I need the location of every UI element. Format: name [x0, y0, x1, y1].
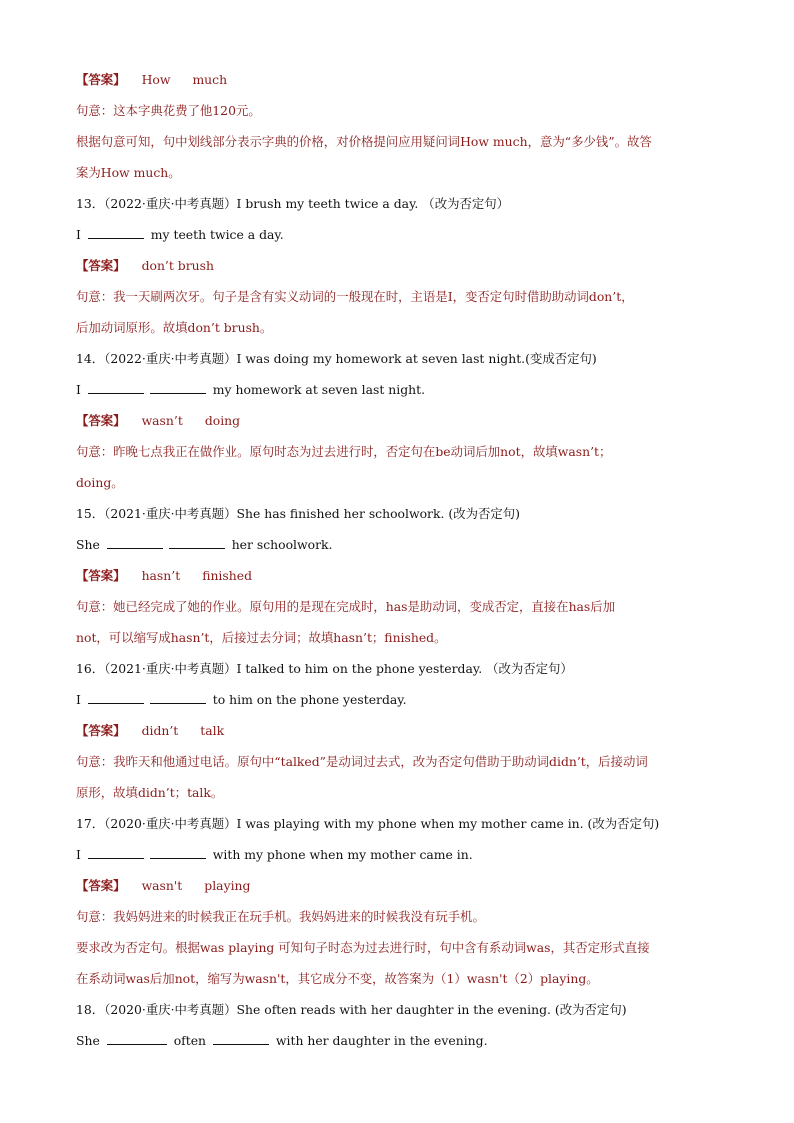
sentence-end: her schoolwork. — [227, 537, 333, 552]
answer-text: wasn't — [141, 878, 183, 893]
answer-line — [76, 250, 720, 281]
explanation-line — [76, 622, 720, 653]
answer-text: doing — [204, 413, 241, 428]
explanation-text: 句意：我一天刷两次牙。句子是含有实义动词的一般现在时，主语是I，变否定句时借助助动词don’t， — [76, 289, 634, 304]
sentence-end: my teeth twice a day. — [146, 227, 284, 242]
explanation-line — [76, 95, 720, 126]
answer-line — [76, 560, 720, 591]
explanation-text: 后加动词原形。故填don’t brush。 — [76, 320, 273, 335]
question-text: 13．（2022·重庆·中考真题）I brush my teeth twice a day. （改为否定句） — [76, 196, 510, 211]
answer-blank — [88, 693, 144, 704]
sentence-end: with my phone when my mother came in. — [208, 847, 473, 862]
answer-tag: 【答案】 — [76, 723, 126, 738]
sentence-start: I — [76, 847, 85, 862]
answer-line — [76, 870, 720, 901]
answer-text: wasn’t — [141, 413, 183, 428]
question-line — [76, 188, 720, 219]
answer-tag: 【答案】 — [76, 413, 126, 428]
answer-line — [76, 405, 720, 436]
sentence-start: She — [76, 1033, 104, 1048]
explanation-text: 句意：这本字典花费了他120元。 — [76, 103, 261, 118]
fill-in-line — [76, 219, 720, 250]
answer-line — [76, 715, 720, 746]
answer-text: finished — [202, 568, 252, 583]
sentence-middle: often — [169, 1033, 210, 1048]
sentence-start: I — [76, 382, 85, 397]
answer-blank — [213, 1034, 269, 1045]
sentence-end: my homework at seven last night. — [208, 382, 426, 397]
question-text: 17．（2020·重庆·中考真题）I was playing with my phone when my mother came in. (改为否定句) — [76, 816, 660, 831]
answer-text: don’t brush — [141, 258, 214, 273]
question-text: 14．（2022·重庆·中考真题）I was doing my homework at seven last night.(变成否定句) — [76, 351, 597, 366]
explanation-line — [76, 157, 720, 188]
answer-blank — [150, 383, 206, 394]
answer-blank — [169, 538, 225, 549]
sentence-start: I — [76, 227, 85, 242]
explanation-text: 句意：我妈妈进来的时候我正在玩手机。我妈妈进来的时候我没有玩手机。 — [76, 909, 485, 924]
question-line — [76, 994, 720, 1025]
sentence-start: I — [76, 692, 85, 707]
fill-in-line — [76, 529, 720, 560]
explanation-text: 案为How much。 — [76, 165, 181, 180]
explanation-text: 根据句意可知，句中划线部分表示字典的价格，对价格提问应用疑问词How much，意为“多少钱”。故答 — [76, 134, 652, 149]
explanation-text: 要求改为否定句。根据was playing 可知句子时态为过去进行时，句中含有系动词was，其否定形式直接 — [76, 940, 650, 955]
answer-blank — [150, 848, 206, 859]
explanation-line — [76, 467, 720, 498]
answer-blank — [88, 848, 144, 859]
answer-blank — [107, 1034, 167, 1045]
answer-text: How — [141, 72, 171, 87]
question-line — [76, 808, 720, 839]
document-body — [76, 64, 720, 1056]
explanation-text: not，可以缩写成hasn’t，后接过去分词；故填hasn’t；finished。 — [76, 630, 447, 645]
explanation-line — [76, 312, 720, 343]
explanation-line — [76, 901, 720, 932]
question-text: 16．（2021·重庆·中考真题）I talked to him on the phone yesterday. （改为否定句） — [76, 661, 573, 676]
explanation-text: 原形，故填didn’t；talk。 — [76, 785, 224, 800]
explanation-text: 句意：昨晚七点我正在做作业。原句时态为过去进行时，否定句在be动词后加not，故填wasn’t； — [76, 444, 612, 459]
answer-tag: 【答案】 — [76, 878, 126, 893]
question-line — [76, 343, 720, 374]
answer-tag: 【答案】 — [76, 568, 126, 583]
explanation-line — [76, 746, 720, 777]
question-text: 18．（2020·重庆·中考真题）She often reads with her daughter in the evening. (改为否定句) — [76, 1002, 627, 1017]
explanation-text: 在系动词was后加not，缩写为wasn't，其它成分不变，故答案为（1）wasn't（2）playing。 — [76, 971, 599, 986]
answer-tag: 【答案】 — [76, 258, 126, 273]
fill-in-line — [76, 1025, 720, 1056]
fill-in-line — [76, 839, 720, 870]
question-text: 15．（2021·重庆·中考真题）She has finished her schoolwork. (改为否定句) — [76, 506, 520, 521]
explanation-line — [76, 591, 720, 622]
answer-blank — [150, 693, 206, 704]
explanation-line — [76, 281, 720, 312]
explanation-line — [76, 436, 720, 467]
sentence-end: with her daughter in the evening. — [271, 1033, 488, 1048]
answer-text: much — [192, 72, 228, 87]
explanation-text: 句意：她已经完成了她的作业。原句用的是现在完成时，has是助动词，变成否定，直接在has后加 — [76, 599, 616, 614]
sentence-start: She — [76, 537, 104, 552]
question-line — [76, 653, 720, 684]
fill-in-line — [76, 684, 720, 715]
answer-blank — [88, 228, 144, 239]
answer-text: didn’t — [141, 723, 179, 738]
explanation-line — [76, 777, 720, 808]
explanation-line — [76, 963, 720, 994]
explanation-line — [76, 932, 720, 963]
explanation-text: doing。 — [76, 475, 124, 490]
answer-line — [76, 64, 720, 95]
answer-blank — [88, 383, 144, 394]
sentence-end: to him on the phone yesterday. — [208, 692, 407, 707]
explanation-line — [76, 126, 720, 157]
fill-in-line — [76, 374, 720, 405]
answer-text: talk — [200, 723, 225, 738]
question-line — [76, 498, 720, 529]
answer-blank — [107, 538, 163, 549]
answer-text: hasn’t — [141, 568, 181, 583]
answer-tag: 【答案】 — [76, 72, 126, 87]
explanation-text: 句意：我昨天和他通过电话。原句中“talked”是动词过去式，改为否定句借助于助动词didn’t，后接动词 — [76, 754, 648, 769]
answer-text: playing — [204, 878, 251, 893]
